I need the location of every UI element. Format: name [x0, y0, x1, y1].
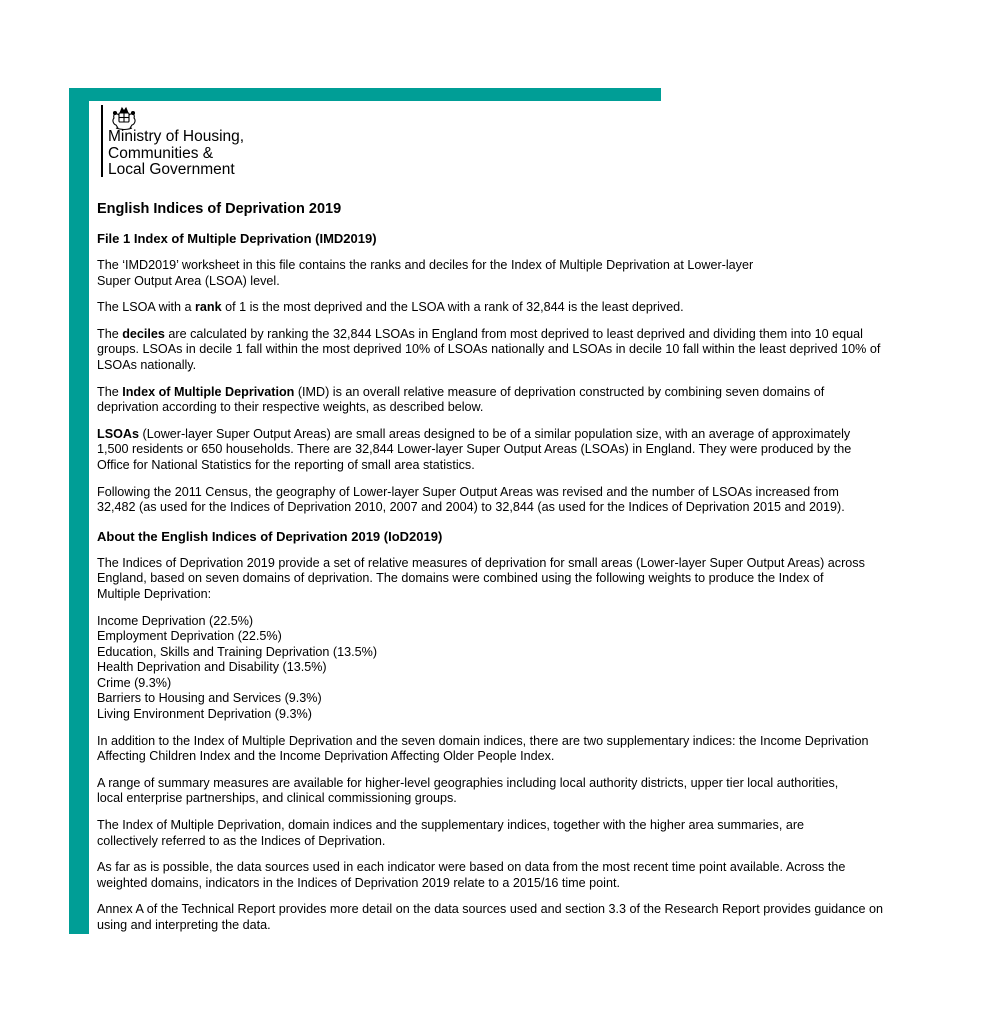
paragraph-line: groups. LSOAs in decile 1 fall within the most deprived 10% of LSOAs nationally and LSOAs in decile 10 fall within the least deprived 10% of	[97, 342, 881, 357]
paragraph-line: LSOAs nationally.	[97, 357, 197, 372]
paragraph-deciles	[97, 327, 997, 374]
paragraph-line: weighted domains, indicators in the Indices of Deprivation 2019 relate to a 2015/16 time point.	[97, 875, 620, 890]
file-heading: File 1 Index of Multiple Deprivation (IMD2019)	[97, 231, 377, 246]
list-item: Barriers to Housing and Services (9.3%)	[97, 691, 322, 706]
teal-side-bar	[69, 88, 89, 934]
paragraph-supplementary	[97, 734, 997, 765]
paragraph-about	[97, 556, 997, 603]
logo-divider	[101, 105, 103, 177]
paragraph-worksheet	[97, 258, 997, 289]
paragraph-line: Affecting Children Index and the Income Deprivation Affecting Older People Index.	[97, 749, 555, 764]
paragraph-timepoint	[97, 860, 997, 891]
paragraph-text: of 1 is the most deprived and the LSOA with a rank of 32,844 is the least deprived.	[221, 300, 684, 315]
list-item: Education, Skills and Training Deprivation (13.5%)	[97, 644, 378, 659]
paragraph-line: The Indices of Deprivation 2019 provide a set of relative measures of deprivation for small areas (Lower-layer Super Output Areas) across	[97, 555, 865, 570]
bold-term-imd: Index of Multiple Deprivation	[122, 384, 295, 399]
paragraph-line: The ‘IMD2019’ worksheet in this file contains the ranks and deciles for the Index of Multiple Deprivation at Lower-layer	[97, 258, 754, 272]
about-heading: About the English Indices of Deprivation 2019 (IoD2019)	[97, 528, 443, 544]
logo-text: Ministry of Housing, Communities & Local Government	[108, 128, 245, 178]
paragraph-lsoas	[97, 427, 997, 474]
paragraph-line: deprivation according to their respective weights, as described below.	[97, 400, 484, 415]
notes-content	[97, 101, 997, 934]
paragraph-collective	[97, 818, 997, 849]
paragraph-text: (Lower-layer Super Output Areas) are small areas designed to be of a similar population size, with an average of approximately	[139, 426, 851, 441]
paragraph-line: Office for National Statistics for the reporting of small area statistics.	[97, 457, 475, 472]
paragraph-line: A range of summary measures are available for higher-level geographies including local authority districts, upper tier local authorities,	[97, 775, 839, 790]
list-item: Health Deprivation and Disability (13.5%)	[97, 660, 327, 675]
paragraph-text: The	[97, 326, 123, 341]
paragraph-text: are calculated by ranking the 32,844 LSOAs in England from most deprived to least deprived and dividing them into 10 equal	[164, 326, 863, 341]
paragraph-line: 32,482 (as used for the Indices of Deprivation 2010, 2007 and 2004) to 32,844 (as used for the Indices of Deprivation 2015 and 2019).	[97, 500, 845, 515]
worksheet-page	[69, 88, 883, 934]
list-item: Income Deprivation (22.5%)	[97, 613, 254, 628]
paragraph-text: (IMD) is an overall relative measure of deprivation constructed by combining seven domains of	[294, 384, 825, 399]
paragraph-line: Annex A of the Technical Report provides more detail on the data sources used and section 3.3 of the Research Report provides guidance on	[97, 902, 883, 917]
paragraph-line: Multiple Deprivation:	[97, 586, 212, 601]
bold-term-deciles: deciles	[122, 326, 165, 341]
ministry-logo	[97, 101, 997, 181]
list-item: Living Environment Deprivation (9.3%)	[97, 707, 312, 722]
domain-weights-list	[97, 614, 997, 723]
paragraph-line: As far as is possible, the data sources used in each indicator were based on data from the most recent time point available. Across the	[97, 860, 846, 875]
paragraph-text: The LSOA with a	[97, 300, 196, 315]
paragraph-summary	[97, 776, 997, 807]
paragraph-annex	[97, 902, 997, 933]
paragraph-line: England, based on seven domains of deprivation. The domains were combined using the following weights to produce the Index of	[97, 571, 824, 586]
bold-term-lsoas: LSOAs	[97, 426, 139, 441]
bold-term-rank: rank	[195, 300, 222, 315]
list-item: Crime (9.3%)	[97, 675, 172, 690]
paragraph-line: The Index of Multiple Deprivation, domain indices and the supplementary indices, together with the higher area summaries, are	[97, 818, 805, 833]
paragraph-rank	[97, 300, 997, 316]
paragraph-line: local enterprise partnerships, and clinical commissioning groups.	[97, 791, 457, 806]
page-title: English Indices of Deprivation 2019	[97, 201, 342, 217]
list-item: Employment Deprivation (22.5%)	[97, 629, 282, 644]
paragraph-line: collectively referred to as the Indices of Deprivation.	[97, 833, 386, 848]
paragraph-line: Following the 2011 Census, the geography of Lower-layer Super Output Areas was revised and the number of LSOAs increased from	[97, 484, 839, 499]
paragraph-imd	[97, 385, 997, 416]
paragraph-line: In addition to the Index of Multiple Deprivation and the seven domain indices, there are two supplementary indices: the Income Deprivation	[97, 733, 869, 748]
paragraph-text: The	[97, 384, 123, 399]
teal-top-bar	[69, 88, 661, 101]
paragraph-line: Super Output Area (LSOA) level.	[97, 273, 280, 288]
paragraph-census	[97, 485, 997, 516]
paragraph-line: 1,500 residents or 650 households. There are 32,844 Lower-layer Super Output Areas (LSOAs) in England. They were produced by the	[97, 442, 852, 457]
paragraph-line: using and interpreting the data.	[97, 918, 271, 932]
